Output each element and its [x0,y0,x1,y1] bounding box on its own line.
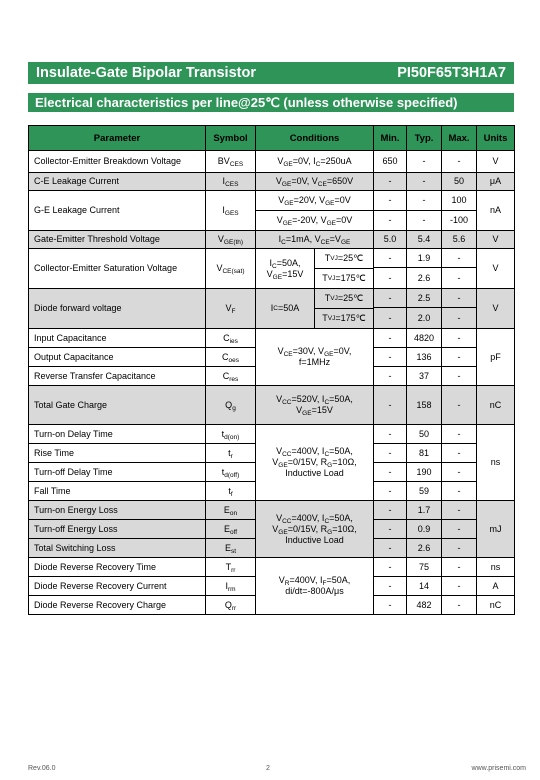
table-row [29,249,515,268]
max-cell: - [442,501,477,520]
min-cell: - [374,463,407,482]
unit-cell: nC [477,386,515,425]
typ-cell: - [407,151,442,173]
symbol-cell: $C_{ies}$ [206,329,256,348]
unit-cell: ns [477,425,515,501]
table-row [29,501,515,520]
header-min: Min. [374,126,407,151]
unit-cell: pF [477,329,515,386]
max-cell: - [442,463,477,482]
condition-cell: $V_{GE}=20V$, $V_{GE}=0V$ [256,191,374,211]
symbol-cell: $C_{oes}$ [206,348,256,367]
typ-cell: 59 [407,482,442,501]
min-cell: 650 [374,151,407,173]
condition-cell: I C =50A T VJ =25℃ T VJ =175℃ [256,289,374,329]
condition-cell: $V_{CE}=30V$, $V_{GE}=0V$, f=1MHz [256,329,374,386]
condition-cell: $V_{GE}=0V$, $I_C=250uA$ [256,151,374,173]
symbol-cell: $Q_{rr}$ [206,596,256,615]
max-cell: - [442,539,477,558]
symbol-cell: $C_{res}$ [206,367,256,386]
typ-cell: 1.7 [407,501,442,520]
typ-cell: 0.9 [407,520,442,539]
condition-cell: $I_C=1mA$, $V_{CE}=V_{GE}$ [256,231,374,249]
max-cell: - [442,444,477,463]
table-row [29,151,515,173]
max-cell: - [442,425,477,444]
typ-cell: 81 [407,444,442,463]
header-parameter: Parameter [29,126,206,151]
min-cell: - [374,482,407,501]
max-cell: - [442,151,477,173]
param-cell: C-E Leakage Current [29,173,206,191]
param-cell: G-E Leakage Current [29,191,206,231]
table-row [29,386,515,425]
symbol-cell: $V_{CE(sat)}$ [206,249,256,289]
param-cell: Rise Time [29,444,206,463]
typ-cell: - [407,211,442,231]
unit-cell: V [477,231,515,249]
symbol-cell: $t_f$ [206,482,256,501]
symbol-cell: $t_r$ [206,444,256,463]
max-cell: - [442,482,477,501]
typ-cell: 5.4 [407,231,442,249]
typ-cell: 50 [407,425,442,444]
min-cell: - [374,539,407,558]
min-cell: - [374,173,407,191]
condition-cell: $V_{CC}=520V$, $I_C=50A$, $V_{GE}=15V$ [256,386,374,425]
condition-cell: $V_R=400V$, $I_F=50A$, di/dt=-800A/μs [256,558,374,615]
condition-cell: $I_C=50A$, $V_{GE}=15V$ T VJ =25℃ T VJ =175℃ [256,249,374,289]
param-cell: Turn-off Energy Loss [29,520,206,539]
min-cell: - [374,348,407,367]
symbol-cell: $V_F$ [206,289,256,329]
min-cell: - [374,596,407,615]
min-cell: - [374,577,407,596]
electrical-characteristics-table [28,125,515,615]
min-cell: - [374,425,407,444]
section-heading [28,93,514,112]
footer-page-number: 2 [266,765,270,772]
condition-cell: $V_{GE}=-20V$, $V_{GE}=0V$ [256,211,374,231]
header-units: Units [477,126,515,151]
max-cell: -100 [442,211,477,231]
max-cell: - [442,348,477,367]
min-cell: - [374,211,407,231]
param-cell: Total Gate Charge [29,386,206,425]
param-cell: Turn-on Delay Time [29,425,206,444]
typ-cell: 2.6 [407,539,442,558]
min-cell: 5.0 [374,231,407,249]
unit-cell: V [477,289,515,329]
condition-cell: $V_{CC}=400V$, $I_C=50A$, $V_{GE}=0/15V$, $R_G=10\Omega$, Inductive Load [256,425,374,501]
min-cell: - [374,268,407,289]
typ-cell: 136 [407,348,442,367]
unit-cell: nA [477,191,515,231]
typ-cell: 1.9 [407,249,442,268]
symbol-cell: $I_{rm}$ [206,577,256,596]
typ-cell: 158 [407,386,442,425]
typ-cell: 37 [407,367,442,386]
unit-cell: ns [477,558,515,577]
max-cell: 100 [442,191,477,211]
max-cell: - [442,249,477,268]
symbol-cell: $E_{off}$ [206,520,256,539]
typ-cell: 4820 [407,329,442,348]
min-cell: - [374,329,407,348]
header-conditions: Conditions [256,126,374,151]
param-cell: Diode Reverse Recovery Charge [29,596,206,615]
typ-cell: 75 [407,558,442,577]
max-cell: - [442,577,477,596]
header-typ: Typ. [407,126,442,151]
typ-cell: - [407,173,442,191]
table-row [29,558,515,577]
param-cell: Diode Reverse Recovery Time [29,558,206,577]
max-cell: - [442,558,477,577]
symbol-cell: $Q_g$ [206,386,256,425]
unit-cell: nC [477,596,515,615]
unit-cell: A [477,577,515,596]
max-cell: - [442,308,477,329]
section-title: Electrical characteristics per line@25℃ (unless otherwise specified) [35,94,458,110]
max-cell: - [442,386,477,425]
condition-cell: $V_{CC}=400V$, $I_C=50A$, $V_{GE}=0/15V$, $R_G=10\Omega$, Inductive Load [256,501,374,558]
param-cell: Collector-Emitter Breakdown Voltage [29,151,206,173]
document-title: Insulate-Gate Bipolar Transistor [36,65,256,81]
param-cell: Reverse Transfer Capacitance [29,367,206,386]
table-row [29,289,515,308]
min-cell: - [374,308,407,329]
min-cell: - [374,249,407,268]
symbol-cell: $E_{st}$ [206,539,256,558]
max-cell: - [442,268,477,289]
param-cell: Turn-off Delay Time [29,463,206,482]
part-number: PI50F65T3H1A7 [397,65,506,81]
table-row [29,191,515,211]
param-cell: Fall Time [29,482,206,501]
max-cell: 50 [442,173,477,191]
symbol-cell: $V_{GE(th)}$ [206,231,256,249]
footer-revision: Rev.06.0 [28,765,56,772]
condition-cell: $V_{GE}=0V$, $V_{CE}=650V$ [256,173,374,191]
max-cell: - [442,520,477,539]
min-cell: - [374,444,407,463]
symbol-cell: $BV_{CES}$ [206,151,256,173]
unit-cell: mJ [477,501,515,558]
typ-cell: 2.5 [407,289,442,308]
title-bar [28,62,514,84]
unit-cell: V [477,151,515,173]
unit-cell: μA [477,173,515,191]
table-row [29,173,515,191]
header-max: Max. [442,126,477,151]
param-cell: Gate-Emitter Threshold Voltage [29,231,206,249]
min-cell: - [374,367,407,386]
param-cell: Turn-on Energy Loss [29,501,206,520]
max-cell: - [442,289,477,308]
symbol-cell: $t_{d(off)}$ [206,463,256,482]
table-row [29,329,515,348]
param-cell: Output Capacitance [29,348,206,367]
symbol-cell: $I_{CES}$ [206,173,256,191]
max-cell: - [442,329,477,348]
unit-cell: V [477,249,515,289]
table-header-row [29,126,515,151]
symbol-cell: $E_{on}$ [206,501,256,520]
min-cell: - [374,501,407,520]
max-cell: - [442,367,477,386]
typ-cell: 14 [407,577,442,596]
param-cell: Collector-Emitter Saturation Voltage [29,249,206,289]
max-cell: 5.6 [442,231,477,249]
typ-cell: 190 [407,463,442,482]
param-cell: Input Capacitance [29,329,206,348]
header-symbol: Symbol [206,126,256,151]
table-row [29,425,515,444]
param-cell: Diode forward voltage [29,289,206,329]
min-cell: - [374,191,407,211]
typ-cell: - [407,191,442,211]
symbol-cell: $T_{rr}$ [206,558,256,577]
min-cell: - [374,558,407,577]
footer-website[interactable]: www.prisemi.com [471,765,526,772]
min-cell: - [374,289,407,308]
min-cell: - [374,386,407,425]
typ-cell: 2.6 [407,268,442,289]
symbol-cell: $t_{d(on)}$ [206,425,256,444]
symbol-cell: $I_{GES}$ [206,191,256,231]
typ-cell: 482 [407,596,442,615]
param-cell: Diode Reverse Recovery Current [29,577,206,596]
typ-cell: 2.0 [407,308,442,329]
table-row [29,231,515,249]
param-cell: Total Switching Loss [29,539,206,558]
min-cell: - [374,520,407,539]
max-cell: - [442,596,477,615]
